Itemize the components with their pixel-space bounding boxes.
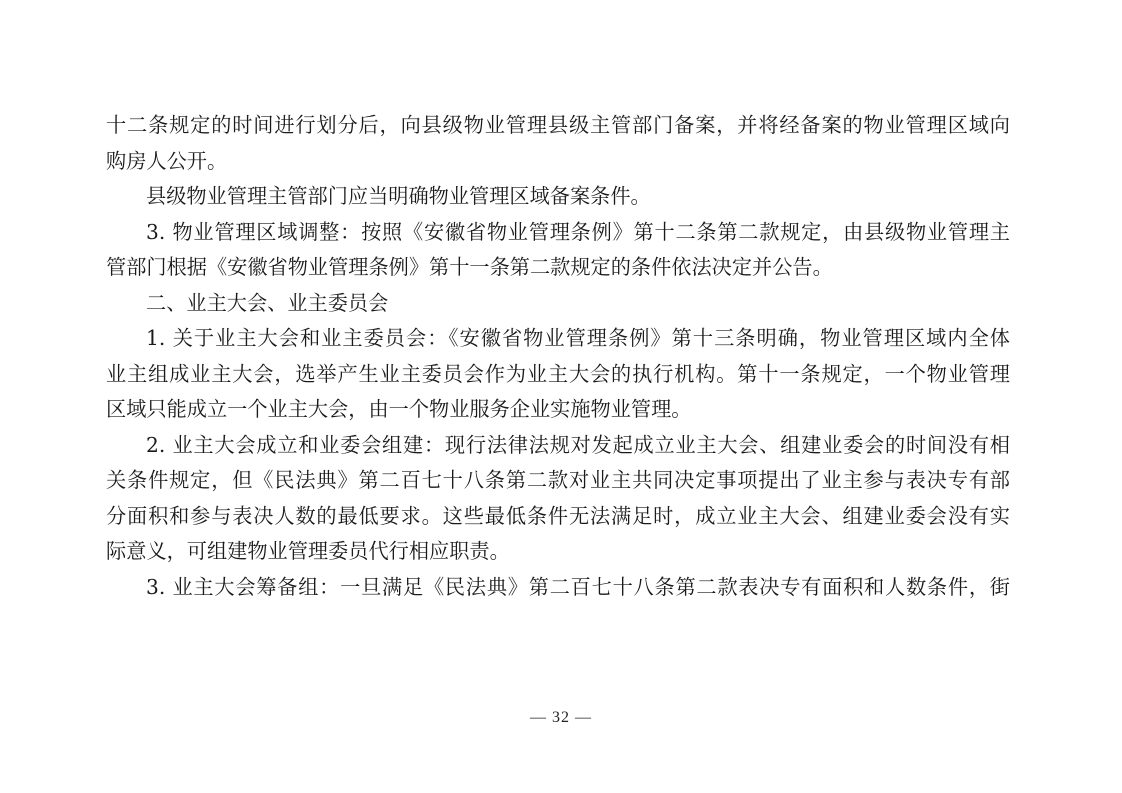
paragraph-line: 2. 业主大会成立和业委会组建：现行法律法规对发起成立业主大会、组建业委会的时间没有相: [146, 432, 1010, 457]
paragraph-line: 十二条规定的时间进行划分后，向县级物业管理县级主管部门备案，并将经备案的物业管理区域向: [106, 113, 1010, 137]
paragraph-line: 3. 业主大会筹备组：一旦满足《民法典》第二百七十八条第二款表决专有面积和人数条件，街: [146, 574, 1010, 599]
paragraph-line: 区域只能成立一个业主大会，由一个物业服务企业实施物业管理。: [106, 397, 692, 421]
paragraph-line: 管部门根据《安徽省物业管理条例》第十一条第二款规定的条件依法决定并公告。: [106, 255, 833, 279]
paragraph-line: 3. 物业管理区域调整：按照《安徽省物业管理条例》第十二条第二款规定，由县级物业管理主: [146, 219, 1010, 244]
paragraph-line: 关条件规定，但《民法典》第二百七十八条第二款对业主共同决定事项提出了业主参与表决专有部: [106, 468, 1010, 492]
paragraph-line: 分面积和参与表决人数的最低要求。这些最低条件无法满足时，成立业主大会、组建业委会没有实: [106, 503, 1010, 528]
paragraph-line: 业主组成业主大会，选举产生业主委员会作为业主大会的执行机构。第十一条规定，一个物业管理: [106, 361, 1010, 386]
paragraph-line: 购房人公开。: [106, 148, 228, 173]
document-body: [106, 108, 1010, 605]
paragraph-line: 际意义，可组建物业管理委员代行相应职责。: [106, 539, 510, 563]
page-number: — 32 —: [530, 709, 592, 726]
section-heading: 二、业主大会、业主委员会: [146, 290, 389, 315]
paragraph-line: 1. 关于业主大会和业主委员会：《安徽省物业管理条例》第十三条明确，物业管理区域内全体: [146, 326, 1010, 350]
paragraph-line: 县级物业管理主管部门应当明确物业管理区域备案条件。: [146, 184, 651, 208]
